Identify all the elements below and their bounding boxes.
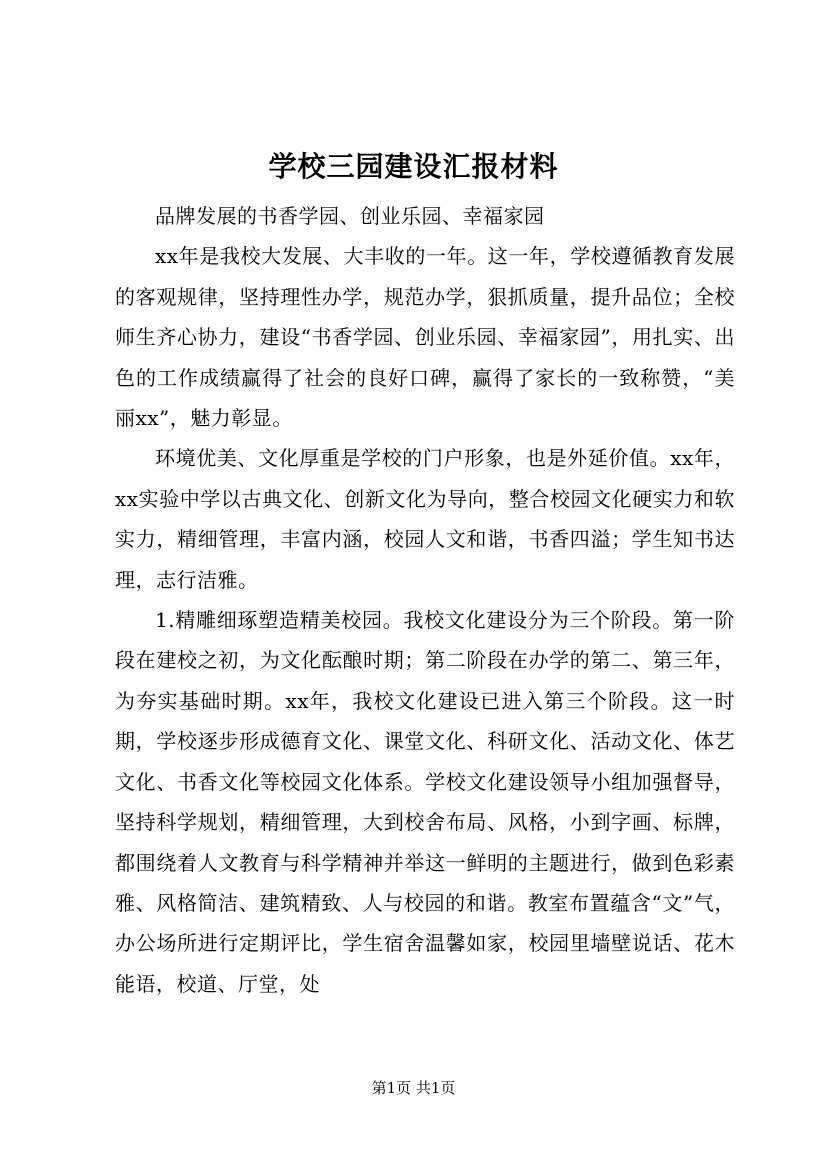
subtitle-paragraph: 品牌发展的书香学园、创业乐园、幸福家园 xyxy=(155,204,545,228)
page-number-footer: 第1页 共1页 xyxy=(371,1079,456,1097)
body-paragraph: 1.精雕细琢塑造精美校园。我校文化建设分为三个阶段。第一阶段在建校之初，为文化酝酿时期；第二阶段在办学的第二、第三年，为夯实基础时期。xx年，我校文化建设已进入第三个阶段。这一时期，学校逐步形成德育文化、课堂文化、科研文化、活动文化、体艺文化、书香文化等校园文化体系。学校文化建设领导小组加强督导，坚持科学规划，精细管理，大到校舍布局、风格，小到字画、标牌，都围绕着人文教育与科学精神并举这一鲜明的主题进行，做到色彩素雅、风格简洁、建筑精致、人与校园的和谐。教室布置蕴含“文”气，办公场所进行定期评比，学生宿舍温馨如家，校园里墙壁说话、花木能语，校道、厅堂，处 xyxy=(115,608,735,996)
document-body xyxy=(115,196,735,1004)
document-title: 学校三园建设汇报材料 xyxy=(268,150,559,183)
body-paragraph: xx年是我校大发展、大丰收的一年。这一年，学校遵循教育发展的客观规律，坚持理性办学，规范办学，狠抓质量，提升品位；全校师生齐心协力，建设“书香学园、创业乐园、幸福家园”，用扎实、出色的工作成绩赢得了社会的良好口碑，赢得了家长的一致称赞，“美丽xx”，魅力彰显。 xyxy=(115,244,735,431)
body-paragraph: 环境优美、文化厚重是学校的门户形象，也是外延价值。xx年，xx实验中学以古典文化、创新文化为导向，整合校园文化硬实力和软实力，精细管理，丰富内涵，校园人文和谐，书香四溢；学生知书达理，志行洁雅。 xyxy=(115,446,735,592)
